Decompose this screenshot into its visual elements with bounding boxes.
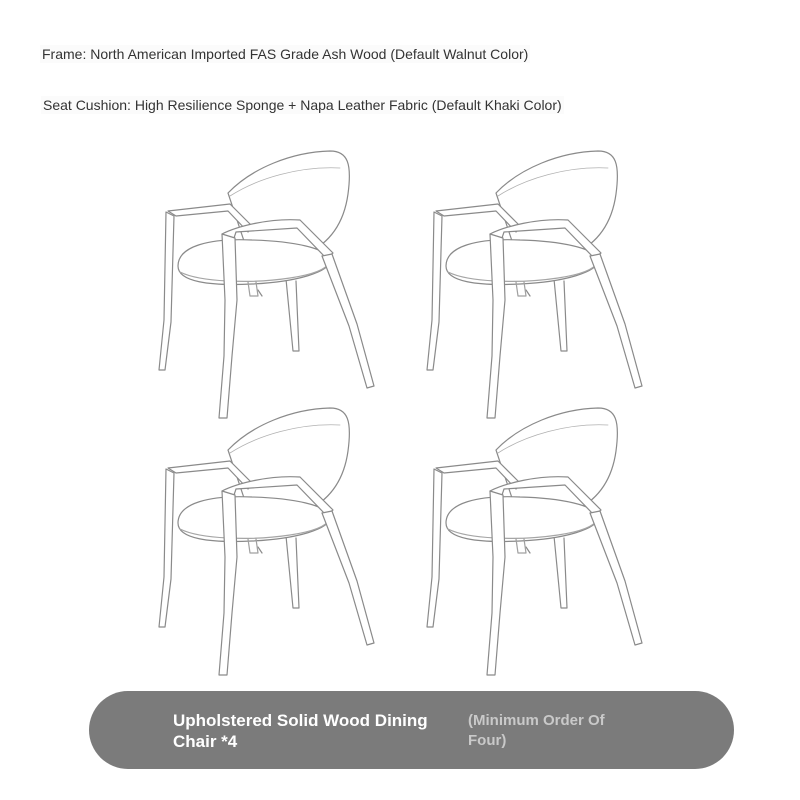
minimum-order-note: (Minimum Order Of Four) xyxy=(468,712,605,749)
cushion-spec-text: Seat Cushion: High Resilience Sponge + Napa Leather Fabric (Default Khaki Color) xyxy=(43,97,562,113)
chair-drawing xyxy=(427,408,642,675)
chair-drawing xyxy=(427,151,642,418)
frame-spec-text: Frame: North American Imported FAS Grade Ash Wood (Default Walnut Color) xyxy=(42,46,529,62)
chair-drawing xyxy=(159,151,374,418)
product-title-banner xyxy=(89,691,734,769)
product-name: Upholstered Solid Wood Dining Chair *4 xyxy=(173,711,428,751)
chair-drawing xyxy=(159,408,374,675)
